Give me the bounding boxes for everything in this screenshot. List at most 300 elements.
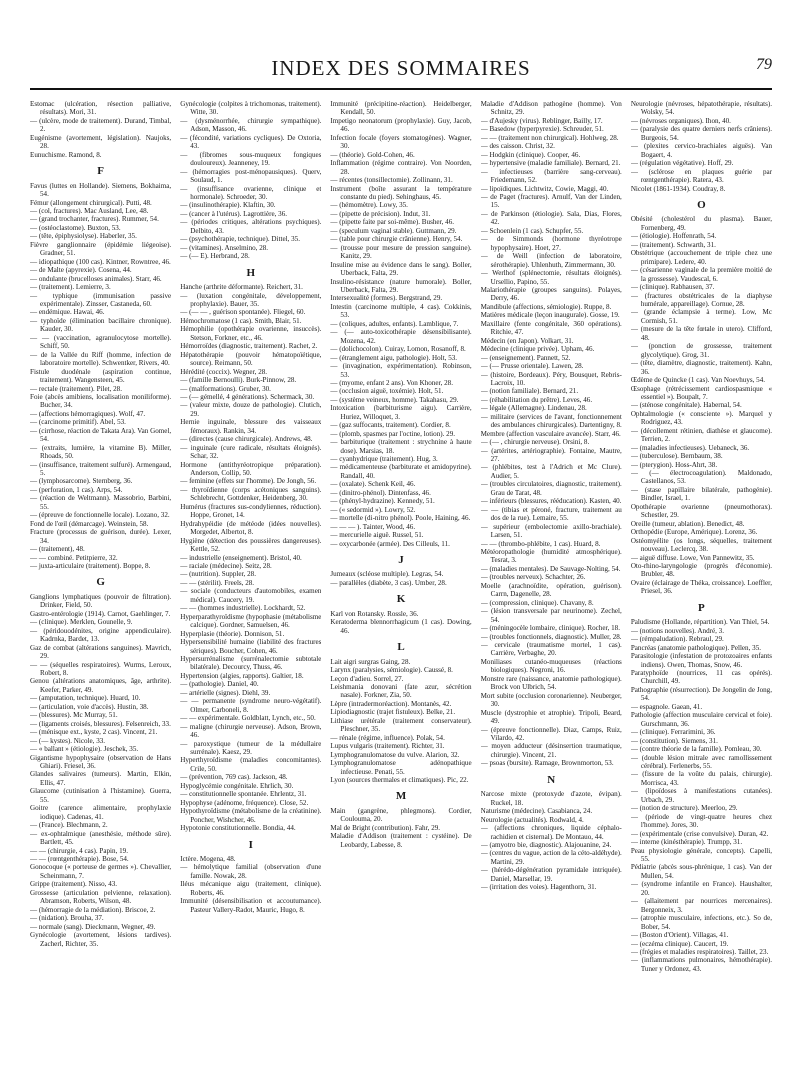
index-entry: Lymphogranulomatose du vulve. Alarion, 32. [330, 750, 460, 759]
index-entry: — (prévention, 769 cas). Jackson, 48. [180, 773, 288, 782]
index-entry: — (lésion transversale par neurinome). Zechel, 54. [480, 607, 622, 624]
index-entry: — (pterygion). Hoss-Ahrt, 38. [630, 460, 718, 469]
index-entry: — (— Prusse orientale). Lawen, 28. [480, 362, 584, 371]
index-entry: — d'Aujesky (virus). Reblinger, Bailly, 17. [480, 116, 603, 125]
index-entry: — (— auto-toxicothérapie désensibilisante). Mozena, 42. [330, 328, 472, 345]
index-entry: — rectale (traitement). Pilet, 28. [30, 384, 122, 393]
index-entry: Leishmania donovani (fate azur, sécrétion nasale). Forkner, Zia, 50. [330, 683, 472, 700]
index-entry: Fistule duodénale (aspiration continue, traitement). Wangensteen, 45. [30, 367, 172, 385]
index-entry: — (ligaments croisés, blessures). Felsenreich, 33. [30, 719, 171, 728]
index-entry: Moniliases cutanéo-muqueuses (réactions biologiques). Negroni, 16. [480, 657, 622, 675]
index-entry: — — (thrombo-phlébite, 1 cas). Huard, 8. [480, 539, 601, 548]
index-entry: Grippe (traitement). Nisso, 43. [30, 880, 118, 889]
index-entry: — inguinale (cure radicale, résultats éloignés). Schar, 32. [180, 443, 322, 461]
section-letter: J [398, 554, 404, 567]
index-entry: — (syndrome infantile en France). Haushalter, 20. [630, 880, 773, 897]
index-entry: Inflammation (régime contraire). Von Noorden, 28. [330, 159, 472, 176]
index-entry: — (— — , guérison spontanée). Fliegel, 60. [180, 308, 306, 317]
index-entry: — (affections chroniques, liquide céphalo-rachidien et cisternal). De Montauo, 44. [480, 824, 622, 841]
index-entry: — supérieur (embolectomie axillo-brachiale). Larsen, 51. [480, 522, 622, 540]
index-entry: — (période de vingt-quatre heures chez l'homme). Jores, 30. [630, 812, 773, 830]
index-entry: — (psychothérapie, technique). Dittel, 35. [180, 235, 300, 244]
index-entry: — — (vaccination, agranulocytose mortelle). Schiff, 50. [30, 333, 172, 351]
index-entry: Hypoglycémie congénitale. Ehrlich, 30. [180, 781, 294, 790]
index-entry: Glandes salivaires (tumeurs). Martin, Elkin, Ellis, 47. [30, 770, 172, 787]
index-entry: Oreille (tumeur, ablation). Benedict, 48. [630, 519, 745, 528]
index-entry: Matières médicale (leçon inaugurale). Gosse, 19. [480, 311, 620, 320]
index-entry: — — (traitement non chirurgical). Hohlweg, 28. [480, 133, 619, 142]
index-entry: — (Boston d'Orient). Villagas, 41. [630, 931, 729, 940]
index-entry: — (allaitement par nourrices mercenaires). Bergonneix, 3. [630, 897, 773, 914]
index-entry: Hypothyroïdisme (métabolisme de la créatinine). Poncher, Wishcher, 46. [180, 807, 322, 824]
index-entry: — (double lésion mitrale avec ramollissement cérébral). Ferlenerbs, 55. [630, 753, 773, 770]
index-entry: Lèpre (intradermoréaction). Montanès, 42. [330, 699, 452, 708]
index-entry: Intersexualité (formes). Bergstrand, 29. [330, 294, 443, 303]
index-entry: Insulino-résistance (nature humorale). Boller, Uberback, Falta, 29. [330, 277, 472, 294]
index-entry: Hypersensibilité humaine (liabilité des fractures sériques). Boucher, Cohen, 46. [180, 638, 322, 655]
index-entry: Ictère. Mogena, 48. [180, 854, 236, 863]
index-entry: Hyperplasie (théorie). Donnison, 51. [180, 629, 285, 638]
index-entry: — (valeur mixte, douze de pathologie). Clutich, 29. [180, 401, 322, 418]
index-entry: — (directes (cause chirurgicale). Andrews, 48. [180, 435, 313, 444]
index-entry: — (sténose congénitale). Habernal, 54. [630, 401, 742, 410]
index-entry: Médecin (en Japon). Volkart, 31. [480, 336, 574, 345]
index-entry: Insuline mise au évidence dans le sang). Boller, Uberback, Falta, 29. [330, 260, 472, 278]
section-letter: N [547, 773, 556, 786]
index-entry: — endémique. Hawai, 46. [30, 308, 105, 317]
index-entry: — idiopathique (100 cas). Kintner, Rowntree, 46. [30, 257, 171, 266]
index-entry: — (hérédo-dégénération pyramidale intriquée). Daniel, Marsellar, 19. [480, 866, 622, 883]
index-entry: Ganglions lymphatiques (pouvoir de filtration). Drinker, Field, 50. [30, 592, 172, 610]
index-entry: — aiguë diffuse. Lowe, Von Pannewitz, 35. [630, 553, 755, 562]
index-entry: Eunuchisme. Ramond, 8. [30, 150, 102, 159]
index-entry: Pathographie (résurrection). De Jongelin de Jong, 54. [630, 685, 773, 703]
index-entry: — (extraits, lumière, la vitamine B). Miller, Rhoads, 50. [30, 443, 172, 461]
index-entry: Orthopédie (Europe, Amérique). Lorenz, 36. [630, 528, 758, 537]
index-entry: — (affections hémorragiques). Wolf, 47. [30, 409, 146, 418]
index-entry: — militaire (services de l'avant, fonctionnement des ambulances chirurgicales). Dartentigny, 8. [480, 412, 622, 430]
index-entry: Hypertension (algies, rapports). Galtier, 18. [180, 671, 304, 680]
index-entry: — (fissure de la voûte du palais, chirurgie). Morrisca, 43. [630, 770, 773, 787]
index-entry: Goitre (carence alimentaire, prophylaxie iodique). Cadenas, 41. [30, 804, 172, 821]
index-entry: Peau physiologie générale, concepts). Capelli, 55. [630, 846, 773, 863]
index-entry: — oxycarbonée (armée). Des Cilleuls, 11. [330, 539, 450, 548]
index-entry: — (cirrhose, réaction de Takata Ara). Van Gomel, 54. [30, 426, 172, 444]
index-entry: Intestin (carcinome multiple, 4 cas). Cokkinis, 53. [330, 302, 472, 320]
index-entry: Narcose mixte (protoxyde d'azote, évipan). Ruckel, 18. [480, 790, 622, 807]
index-entry: — (contre théorie de la famille). Pomleau, 30. [630, 745, 762, 754]
index-entry: — de Simmonds (hormone thyréotrope hypophysaire). Hoet, 27. [480, 235, 622, 252]
index-entry: — (— E). Herbrand, 28. [180, 252, 250, 261]
index-entry: — (occlusion aiguë, toxémie). Holt, 51. [330, 387, 444, 396]
index-entry: — (irritation des voies). Hagenthorn, 31. [480, 883, 597, 892]
index-entry: — (dolichocolon). Cuiray, Lomon, Rosanoff, 8. [330, 345, 466, 354]
index-entry: Gaz de combat (altérations sanguines). Mavrich, 29. [30, 643, 172, 661]
index-entry: — (troubles circulatoires, diagnostic, traitement). Grau de Tarat, 48. [480, 480, 622, 497]
index-entry: — (insuffisance ovarienne, clinique et hormonale). Schroeder, 30. [180, 184, 322, 201]
index-entry: Paludisme (Hollande, répartition). Van Thiel, 54. [630, 618, 770, 627]
index-entry: Œsophage (rétrécissement cardiospasmique « essentiel »). Boupalt, 7. [630, 384, 773, 401]
index-entry: — « ballant » (étiologie). Jeschek, 35. [30, 745, 139, 754]
index-entry: — (hémorragies post-ménopausiques). Querv, Soulaud, 1. [180, 167, 322, 185]
section-letter: G [96, 576, 105, 589]
index-entry: Hémochromatose (1 cas). Smith, Blair, 51. [180, 316, 302, 325]
index-entry: Maladie d'Addison (traitement : cystéine). De Leobardy, Labesse, 8. [330, 832, 472, 849]
index-column-2 [180, 100, 321, 1060]
index-entry: — (traitement), 48. [30, 545, 85, 554]
index-entry: — (ostéoclastome). Buxton, 53. [30, 223, 121, 232]
index-entry: Malariothérapie (groupes sanguins). Polayes, Derry, 46. [480, 285, 622, 303]
index-entry: Karl von Rotansky. Rossle, 36. [330, 609, 419, 618]
index-entry: — (clinique). Ferrarimini, 36. [630, 728, 716, 737]
index-entry: — (table pour chirurgie crânienne). Henry, 54. [330, 235, 463, 244]
index-entry: Oto-rhino-laryngologie (progrès d'économie). Brubler, 48. [630, 562, 773, 579]
index-entry: — artérielle (signes). Diehl, 39. [180, 688, 271, 697]
index-entry: — (expérimentale (crise convulsive). Duran, 42. [630, 829, 769, 838]
index-entry: Immunité (précipitine-réaction). Heidelberger, Kendall, 50. [330, 100, 472, 117]
index-entry: — (troubles fonctionnels, diagnostic). Muller, 28. [480, 632, 622, 641]
index-entry: — (névroses organiques). Ihon, 40. [630, 116, 731, 125]
index-entry: — légale (Allemagne). Lindenau, 28. [480, 404, 587, 413]
index-entry: Lyon (sources thermales et climatiques). Pic, 22. [330, 775, 469, 784]
index-entry: — (fibromes sous-muqueux fongiques douloureux). Jeanneney, 19. [180, 150, 322, 168]
index-entry: Mort subite (occlusion coronarienne). Neuberger, 30. [480, 691, 622, 709]
index-entry: Gynécologie (colpites à trichomonas, traitement). Witte, 30. [180, 100, 322, 117]
index-entry: Gigantisme hypophysaire (observation de Hans Ghiari). Friesel, 36. [30, 753, 172, 770]
index-entry: — (« sedormid »). Lowry, 52. [330, 505, 416, 514]
index-entry: — (atrophie musculaire, infections, etc.). So de, Bober, 54. [630, 914, 773, 931]
index-entry: — (épreuve de fonctionnelle locale). Lozano, 32. [30, 511, 170, 520]
index-entry: Neurologie (actualités). Rodwald, 4. [480, 815, 584, 824]
index-entry: — Basedow (hyperpyrexie). Schreuder, 51. [480, 125, 604, 134]
index-entry: — (amyotro bie, diagnostic). Alajouanine, 24. [480, 840, 612, 849]
index-entry: — (frégies et maladies respiratoires). Taillet, 23. [630, 947, 769, 956]
index-entry: — (stase papillaire bilatérale, pathogénie). Bindler, Israel, 1. [630, 485, 773, 503]
index-entry: — — (hommes industrielle). Lockhardt, 52. [180, 604, 306, 613]
index-entry: — juxta-articulaire (traitement). Boppe, 8. [30, 562, 151, 571]
index-entry: — (articulation, voie d'accès). Hustin, 38. [30, 702, 149, 711]
index-entry: — Schoenlein (1 cas). Schupfer, 55. [480, 226, 584, 235]
index-entry: — (— , chirurgie nerveuse). Orsini, 8. [480, 438, 590, 447]
index-entry: — — (stérilit). Freels, 28. [180, 578, 255, 587]
index-entry: — — expérimentale. Goldblatt, Lynch, etc., 50. [180, 714, 316, 723]
index-entry: — (maladies mentales). De Sauvage-Nolting, 54. [480, 564, 621, 573]
index-entry: — (speculum vaginal stable). Guttmann, 29. [330, 226, 457, 235]
index-entry: — typhique (immunisation passive expérimentale). Zinsser, Castaneda, 60. [30, 291, 172, 308]
index-entry: — (régulation végétative). Hoff, 29. [630, 159, 734, 168]
index-entry: — (césarienne vaginale de la première moitié de la grossesse). Vaudescal, 6. [630, 266, 773, 283]
index-entry: — (luxation congénitale, développement, prophylaxie). Bauer, 35. [180, 291, 322, 308]
section-letter: M [395, 790, 407, 803]
index-entry: Main (gangrène, phlegmons). Cordier, Coulouma, 20. [330, 806, 472, 824]
index-entry: Mandibule (affections, sémiologie). Ruppe, 8. [480, 302, 612, 311]
index-entry: Moelle (arachnoïdite, opération, guérison). Carrn, Dagenelle, 28. [480, 581, 622, 599]
index-entry: — de Weill (infection de laboratoire, sérothérapie). Uhlenhuth, Zimmermann, 30. [480, 252, 622, 269]
index-column-4 [481, 100, 622, 1060]
index-entry: — (insulinothérapie). Klaftin, 30. [180, 201, 276, 210]
index-entry: Ostéomyélite (os longs, séquelles, traitement nouveau). Leclercq, 38. [630, 536, 773, 554]
index-entry: Hypotonie constitutionnelle. Bondia, 44. [180, 824, 296, 833]
index-entry: — récentes (tonsillectomie). Zollinann, 31. [330, 176, 453, 185]
index-entry: Neurologie (névroses, hépatothérapie, résultats). Wolsky, 54. [630, 100, 773, 117]
index-entry: — (— kystes). Nicole, 33. [30, 736, 106, 745]
index-entry: Paratyphoïde (nourrices, 11 cas opérés). Churchill, 49. [630, 669, 773, 686]
index-entry: Naturisme (médecine). Casabianca, 24. [480, 807, 593, 816]
index-entry: Keratoderma blennorrhagicum (1 cas). Dowing, 46. [330, 618, 472, 635]
section-letter: P [698, 601, 705, 614]
index-entry: Maxillaire (fente congénitale, 360 opérations). Ritchie, 47. [480, 319, 622, 337]
index-entry: Estomac (ulcération, résection palliative, résultats). Mori, 31. [30, 100, 172, 117]
index-entry: — (lymphosarcome). Sternberg, 36. [30, 477, 133, 486]
index-entry: Muscle (dystrophie et atrophie). Tripoli, Beard, 49. [480, 708, 622, 726]
index-entry: — (constitution). Siemens, 31. [630, 736, 718, 745]
index-entry: — (nutrition). Suppler, 28. [180, 570, 256, 579]
index-entry: Hérédité (coccix). Wegner, 28. [180, 367, 268, 376]
index-entry: — (artérites, artériographie). Fontaine, Mautre, 27. [480, 446, 622, 464]
index-column-1 [30, 100, 171, 1060]
index-entry: Eugénisme (avortement, législation). Naujoks, 28. [30, 133, 172, 151]
index-entry: — (notion de structure). Meerloo, 29. [630, 804, 738, 813]
index-entry: — (ménisque ext., kyste, 2 cas). Vincent, 21. [30, 728, 158, 737]
index-entry: — (fécondité, variations cycliques). De Oxtoria, 43. [180, 133, 322, 151]
index-entry: — (phényl-hydrazine). Kennedy, 51. [330, 497, 435, 506]
index-entry: — hémolytique familial (observation d'une famille. Nowak, 28. [180, 863, 322, 880]
index-entry: — (lipoïdoses à manifestations cutanées). Urbach, 29. [630, 787, 773, 804]
index-entry: Favus (luttes en Hollande). Siemens, Bokhaima, 54. [30, 181, 172, 199]
index-entry: Médecine (clinique privée). Upham, 46. [480, 345, 595, 354]
index-entry: — raciale (médecine). Seitz, 28. [180, 562, 272, 571]
index-column-5 [631, 100, 772, 1060]
index-entry: Hernie inguinale, blessure des vaisseaux fémoraux). Rankin, 34. [180, 418, 322, 435]
index-entry: — mortelle (di-nitro phénol). Poole, Haining, 46. [330, 514, 471, 523]
index-entry: Jumeaux (scléose multiple). Legras, 54. [330, 570, 444, 579]
index-entry: — (malformations). Gruber, 30. [180, 384, 271, 393]
index-entry: — infectieuses (barrière sang-cerveau). Friedemann, 52. [480, 167, 622, 185]
index-entry: — (réhabilitation du prêtre). Leves, 46. [480, 395, 593, 404]
index-entry: — (plomb, spasmes par l'octine, lotion). 29. [330, 429, 456, 438]
index-entry: — (clinique). Rabhausen, 37. [630, 283, 715, 292]
index-entry: — inférieurs (blessures, rééducation). Kasten, 40. [480, 497, 622, 506]
index-entry: Hépatothérapie (pouvoir hématopoïétique, source). Reimann, 50. [180, 350, 322, 368]
index-entry: — (coliques, adultes, enfants). Lamblique, 7. [330, 319, 459, 328]
index-entry: — médicamenteuse (barbiturate et amidopyrine). Randall, 40. [330, 463, 472, 480]
index-entry: Lymphogranulomatose adénopathique infectieuse. Penati, 55. [330, 759, 472, 776]
section-letter: H [246, 266, 256, 279]
index-entry: — (oxalate). Schenk Keil, 46. [330, 480, 416, 489]
index-entry: — (histoire, Bordeaux). Péry, Bousquet, Rebris-Lacroix, 10. [480, 370, 622, 387]
index-entry: — (grand trochanter, fractures). Rummer, 54. [30, 215, 159, 224]
index-entry: Hémophilie (opothérapie ovarienne, insuccès). Stetson, Forkner, etc., 46. [180, 325, 322, 342]
index-entry: — (nidation). Brouha, 37. [30, 914, 104, 923]
index-entry: Humérus (fractures sus-condyliennes, réduction). Hoppe, Gronet, 14. [180, 502, 322, 520]
index-entry: Lait aigri surgras Gaing, 28. [330, 657, 411, 666]
index-entry: Ovaire (éclairage de Théka, croissance). Loeffler, Priesel, 36. [630, 578, 773, 596]
index-entry: — de Malte (apyrexie). Cosena, 44. [30, 266, 132, 275]
index-entry: — de Parkinson (étiologie). Sala, Dias, Flores, 42. [480, 209, 622, 227]
index-entry: — (fractures obstétricales de la diaphyse humérale, appareillage). Cornue, 28. [630, 291, 773, 308]
index-entry: Hydrahypéidie (de météode (idées nouvelles). Morgedet, Albertot, 8. [180, 519, 322, 537]
index-entry: Hyperparathyroïdisme (hypophasie (métabolisme calcique). Gordner, Samuelsen, 46. [180, 612, 322, 630]
index-entry: Instrument (boîte assurant la température constante du pied). Sehinghaus, 45. [330, 184, 472, 201]
index-entry: Membre (affection vasculaire avancée). Starr, 46. [480, 429, 621, 438]
index-entry: — (sclérose en plaques guérie par rœntgenthérapie). Ratera, 43. [630, 167, 773, 185]
index-entry: — cervicale (traumatisme mortel, 1 cas). Carrière, Verbaghe, 20. [480, 641, 622, 658]
index-entry: — (troubles nerveux). Schachter, 26. [480, 573, 586, 582]
index-entry: — barbiturique (traitement : strychnine à haute dose). Marsias, 18. [330, 438, 472, 455]
index-entry: — (pipette faite par soi-même). Busher, 46. [330, 218, 455, 227]
page-title: INDEX DES SOMMAIRES [271, 56, 531, 80]
index-entry: — industrielle (enseignement). Bristol, 40. [180, 553, 302, 562]
index-entry: — (notions nouvelles). André, 3. [630, 626, 725, 635]
index-entry: Hémorroïdes (diagnostic, traitement). Rachet, 2. [180, 342, 318, 351]
index-entry: — maligne (chirurgie nerveuse). Adson, Brown, 46. [180, 722, 322, 740]
index-entry: — (perforation, 1 cas). Arps, 54. [30, 485, 123, 494]
index-entry: — (plexites cervico-brachiales aiguës). Van Bogaert, 4. [630, 142, 773, 159]
index-entry: Monstre rare (naissance, anatomie pathologique). Brock von Ulbrich, 54. [480, 674, 622, 692]
section-letter: O [697, 198, 706, 211]
index-entry: — (notion familiale). Bernard, 21. [480, 387, 579, 396]
index-entry: — psoas (bursite). Ramage, Brownmorton, 53. [480, 759, 614, 768]
index-entry: — moyen adducteur (désinsertion traumatique, chirurgie). Vincent, 21. [480, 742, 622, 759]
index-entry: — (dysménorrhée, chirurgie sympathique). Adson, Masson, 46. [180, 116, 322, 134]
page-number: 79 [756, 56, 772, 73]
index-entry: — (traitement). Schwarth, 31. [630, 240, 716, 249]
index-entry: — (pathologie). Daniel, 40. [180, 680, 259, 689]
index-entry: — (maladies infectieuses). Uebaneck, 36. [630, 443, 750, 452]
index-entry: — (France). Blechmann, 2. [30, 821, 108, 830]
index-entry: Fémur (allongement chirurgical). Putti, 48. [30, 198, 152, 207]
index-entry: Hanche (arthrite déformante). Reichert, 31. [180, 283, 303, 292]
index-entry: Infection focale (foyers stomatogènes). Wagner, 30. [330, 133, 472, 151]
index-entry: — (compression, clinique). Chavany, 8. [480, 598, 594, 607]
index-entry: Gonocoque (« porteuse de germes »). Chevallier, Scheinmann, 7. [30, 863, 172, 880]
index-entry: — interne (kinésthérapie). Trumpp, 31. [630, 838, 743, 847]
section-letter: F [97, 165, 104, 178]
index-entry: Hyperthyroïdisme (maladies concomitantes). Crile, 50. [180, 756, 322, 773]
index-entry: — des caisson. Christ, 32. [480, 142, 555, 151]
index-entry: Iléus mécanique aigu (traitement, clinique). Roberts, 46. [180, 880, 322, 897]
index-entry: — (— électrocoagulation). Maldonado, Castellanos, 53. [630, 469, 773, 486]
index-entry: — (hémorragie de la médiation). Briscoe, 2. [30, 905, 156, 914]
index-entry: — (épreuve fonctionnelle). Diaz, Camps, Ruiz, Vilardo, 42. [480, 725, 622, 742]
index-entry: — hypertensive (maladie familiale). Bernard, 21. [480, 159, 621, 168]
index-entry: Obstétrique (accouchement de triple chez une primipare). Ledere, 40. [630, 249, 773, 266]
index-entry: Maladie d'Addison pathogène (homme). Von Schnitz, 29. [480, 100, 622, 117]
index-entry: — (tuberculose). Bernbaum, 38. [630, 452, 723, 461]
index-entry: Fond de l'œil (démarcage). Weinstein, 58. [30, 519, 149, 528]
index-entry: Œdème de Quincke (1 cas). Van Noevhuys, 54. [630, 376, 766, 385]
index-entry: — thyroïdienne (corps acétoniques sanguins). Schlebrecht, Gottdenker, Heidenberg, 30. [180, 485, 322, 503]
index-column-3 [330, 100, 471, 1060]
index-entry: Mal de Bright (contribution). Fahr, 29. [330, 823, 441, 832]
index-entry: — (étranglement aigu, pathologie). Holt, 53. [330, 353, 458, 362]
index-entry: — (paralysie des quatre derniers nerfs crâniens). Burgeois, 54. [630, 125, 773, 142]
index-entry: — (gaz suffocants, traitement). Cordier, 8. [330, 421, 451, 430]
index-entry: — (ponction de grossesse, traitement glycolytique). Grog, 31. [630, 342, 773, 359]
index-entry: Larynx (paralysies, sémiologie). Caussé, 8. [330, 666, 453, 675]
index-entry: Lupus vulgaris (traitement). Richter, 31. [330, 742, 445, 751]
index-entry: Impetigo neonatorum (prophylaxie). Guy, Jacob, 46. [330, 116, 472, 134]
index-entry: — Hodgkin (clinique). Cooper, 46. [480, 150, 581, 159]
index-entry: Lipiodiagnostic (trajet fistuleux). Belke, 21. [330, 708, 456, 717]
index-entry: — constitutionnelle spontanée. Ehrlentz, 31. [180, 790, 307, 799]
index-entry: Lithiase urétérale (traitement conservateur). Pleschner, 35. [330, 716, 472, 734]
index-entry: — — (rœntgenthérapie). Bose, 54. [30, 854, 129, 863]
index-entry: — feminine (effets sur l'homme). De Jongh, 56. [180, 477, 317, 486]
index-entry: — (clinique). Merklen, Gounelle, 9. [30, 618, 133, 627]
index-entry: — de Paget (fractures). Arnulf, Van der Linden, 15. [480, 192, 622, 210]
index-entry: Ophtalmologie (« consciente »). Marquel y Rodriguez, 43. [630, 409, 773, 427]
index-entry: Gastro-entérologie (1914). Carnot, Gaehlinger, 7. [30, 609, 171, 618]
index-entry: — parallèles (diabète, 3 cas). Umber, 28. [330, 578, 447, 587]
index-entry: Immunité (désensibilisation et accoutumance). Pasteur Vallery-Radot, Mauric, Hugo, 8. [180, 897, 322, 914]
index-entry: — — (tibias et péroné, fracture, traitement au dos de la rue). Lemaire, 55. [480, 505, 622, 523]
index-entry: — (grande éclampsie à terme). Low, Mc Cormish, 51. [630, 308, 773, 325]
index-entry: — espagnole. Gaean, 41. [630, 702, 703, 711]
index-entry: — (famille Bernoulli). Burk-Pinnow, 28. [180, 376, 297, 385]
index-entry: — — (séquelles respiratoires). Wurms, Leroux, Robert, 8. [30, 660, 172, 677]
index-entry: Hypersurrénalisme (surrénalectomie subtotale bilatérale). Decourcy, Thuss, 46. [180, 655, 322, 672]
index-entry: — (décollement rétinien, diathèse et glaucome). Terrien, 2. [630, 426, 773, 444]
index-entry: — (insuffisance, traitement sulfuré). Armengaud, 5. [30, 460, 172, 478]
index-entry: — (dinitro-phénol). Dintenfass, 46. [330, 488, 431, 497]
index-entry: — (invagination, expérimentation). Robinson, 53. [330, 362, 472, 379]
index-entry: Nicolet (1861-1934). Coudray, 8. [630, 184, 726, 193]
index-entry: Intoxication (barbiturisme aigu). Carrière, Huriez, Willoquet, 3. [330, 404, 472, 421]
index-entry: Fracture (processus de guérison, durée). Lexer, 34. [30, 528, 172, 545]
index-entry: Glaucome (cutinisation à l'histamine). Guerra, 55. [30, 787, 172, 804]
index-entry: — — permanente (syndrome neuro-végétatif). Olmer, Carboneli, 8. [180, 697, 322, 714]
index-entry: Hypophyse (adénome, fréquence). Close, 52. [180, 798, 309, 807]
index-entry: Parasitologie (infestation de protozoaires enfants indiens). Owen, Thomas, Snow, 46. [630, 652, 773, 669]
index-entry: Gynécologie (avortement, lésions tardives). Zacherl, Richter, 35. [30, 931, 172, 948]
index-entry: — (trousse pour mesure de pression sanguine). Kanitz, 29. [330, 243, 472, 261]
index-entry: — (eczéma clinique). Caucert, 19. [630, 939, 729, 948]
index-entry: — paroxystique (tumeur de la médullaire surrénale). Kaesz, 29. [180, 739, 322, 756]
page-header [30, 48, 772, 90]
index-entry: Foie (abcès amibiens, localisation moniliforme). Bucher, 34. [30, 392, 172, 410]
index-entry: — Werlhof (splénectomie, résultats éloignés). Ursellio, Papino, 55. [480, 269, 622, 286]
index-entry: Genou (altérations anatomiques, âge, arthrite). Keefer, Parker, 49. [30, 677, 172, 694]
index-entry: Opothérapie ovarienne (pneumothorax). Schestler, 29. [630, 502, 773, 520]
index-entry: — (périodes critiques, altérations psychiques). Delbito, 43. [180, 218, 322, 235]
index-entry: — (rémpaludation). Rebraul, 29. [630, 635, 724, 644]
index-entry: — — combiné. Petitpierre, 32. [30, 553, 118, 562]
index-entry: — mercurielle aiguë. Russel, 51. [330, 531, 424, 540]
index-entry: — de la Vallée du Riff (homme, infection de laboratoire mortelle). Schwentker, Rivers, 40. [30, 350, 172, 368]
index-entry: — (col, fractures). Mac Ausland, Lee, 48. [30, 206, 149, 215]
index-entry: — (enseignement). Pannett, 52. [480, 353, 571, 362]
index-entry: — (carcinome primitif). Abel, 53. [30, 418, 126, 427]
index-entry: — rénale (régime, influence). Polak, 54. [330, 733, 445, 742]
index-entry: — (phlébites, test à l'Adrich et Mc Clure). Audier, 5. [480, 463, 622, 480]
index-entry: — normale (sang). Dieckmann, Wegner, 49. [30, 922, 156, 931]
index-entry: — (— gémellé, 4 générations). Schermack, 30. [180, 392, 315, 401]
index-entry: — — (chirurgie, 4 cas). Papin, 19. [30, 846, 128, 855]
index-entry: — cyanhydrique (traitement). Hug, 3. [330, 455, 438, 464]
index-entry: — (inflammations pulmonaires, hémothérapie). Tuner y Ordonez, 43. [630, 956, 773, 973]
index-entry: — typhoïde (élimination bacillaire chronique). Kauder, 30. [30, 316, 172, 334]
index-entry: — (système veineux, homme). Takahasu, 29. [330, 395, 459, 404]
index-entry: Pathologie (affection musculaire cervical et foie). Gurschmann, 36. [630, 711, 773, 728]
index-entry: — (tête, diamètre, diagnostic, traitement). Kahn, 36. [630, 359, 773, 376]
index-entry: — (blessures). Mc Murray, 51. [30, 711, 118, 720]
index-entry: — (traitement). Lemierre, 3. [30, 283, 111, 292]
section-letter: I [248, 838, 253, 851]
index-entry: Hygiène (détection des poussières dangereuses). Kettle, 52. [180, 536, 322, 554]
index-entry: Météoropathologie (humidité atmosphérique). Tesrat, 3. [480, 548, 622, 565]
index-entry: Fièvre ganglionnaire (épidémie liégeoise). Gradner, 51. [30, 240, 172, 258]
